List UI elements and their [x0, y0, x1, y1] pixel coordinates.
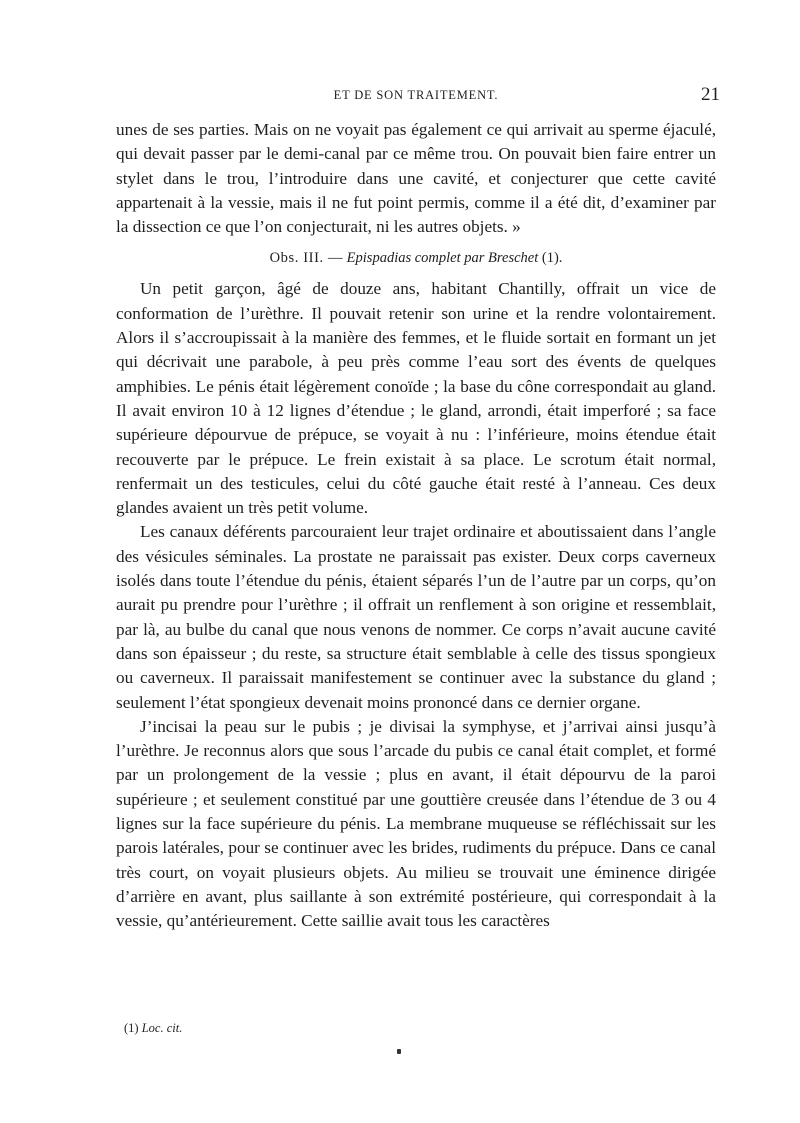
body-paragraph: Un petit garçon, âgé de douze ans, habitant Chantilly, offrait un vice de conformation de l’urèthre. Il pouvait retenir son urine et la rendre volontairement. Alors il s’accroupissait à la manière des femmes, et le fluide sortait en formant un jet qui décrivait une parabole, à peu près comme l’eau sort des évents de quelques amphibies. Le pénis était légèrement conoïde ; la base du cône correspondait au gland. Il avait environ 10 à 12 lignes d’étendue ; le gland, arrondi, était imperforé ; sa face supérieure dépourvue de prépuce, se voyait à nu : l’inférieure, moins étendue était recouverte par le prépuce. Le frein existait à sa place. Le scrotum était normal, renfermait un des testicules, celui du côté gauche était resté à l’anneau. Ces deux glandes avaient un très petit volume. — [116, 279, 716, 518]
footnote — [124, 1021, 182, 1036]
body-paragraph: J’incisai la peau sur le pubis ; je divisai la symphyse, et j’arrivai ainsi jusqu’à l’urèthre. Je reconnus alors que sous l’arcade du pubis ce canal était complet, et formé par un prolongement de la vessie ; plus en avant, il était dépourvu de la paroi supérieure ; et seulement constitué par une gouttière creusée dans l’étendue de 3 ou 4 lignes sur la face supérieure du pénis. La membrane muqueuse se réfléchissait sur les parois latérales, pour se continuer avec les brides, rudiments du prépuce. Dans ce canal très court, on voyait plusieurs objets. Au milieu se trouvait une éminence dirigée d’arrière en avant, plus saillante à son extrémité postérieure, qui correspondait à la vessie, qu’antérieurement. Cette saillie avait tous les caractères — [116, 716, 716, 931]
observation-heading — [116, 248, 716, 268]
footnote-reference: (1). — [541, 250, 563, 267]
body-paragraph: Les canaux déférents parcouraient leur trajet ordinaire et aboutissaient dans l’angle des vésicules séminales. La prostate ne paraissait pas exister. Deux corps caverneux isolés dans toute l’étendue du pénis, étaient séparés l’un de l’autre par un corps, qu’on aurait pu prendre pour l’urèthre ; il offrait un renflement à son origine et ressemblait, par là, au bulbe du canal que nous venons de nommer. Ce corps n’avait aucune cavité dans son épaisseur ; du reste, sa structure était semblable à celle des tissus spongieux ou caverneux. Il paraissait manifestement se continuer avec la substance du gland ; seulement l’état spongieux devenait moins prononcé dans ce dernier organe. — [116, 522, 716, 712]
observation-label: Obs. III. — — [269, 250, 344, 267]
running-title: ET DE SON TRAITEMENT. — [333, 88, 499, 102]
printer-mark — [397, 1049, 401, 1054]
footnote-text: Loc. cit. — [141, 1021, 183, 1035]
observation-title: Epispadias complet par Breschet — [346, 250, 539, 267]
running-head — [116, 84, 720, 110]
footnote-number: (1) — [124, 1021, 139, 1035]
page-number: 21 — [701, 84, 720, 105]
body-paragraph: unes de ses parties. Mais on ne voyait pas également ce qui arrivait au sperme éjaculé, qui devait passer par le demi-canal par ce même trou. On pouvait bien faire entrer un stylet dans le trou, l’introduire dans une cavité, et conjecturer que cette cavité appartenait à la vessie, mais il ne fut point permis, comme il a été dit, d’examiner par la dissection ce que l’on conjecturait, ni les autres objets. » — [116, 120, 716, 237]
page-content — [116, 84, 720, 934]
